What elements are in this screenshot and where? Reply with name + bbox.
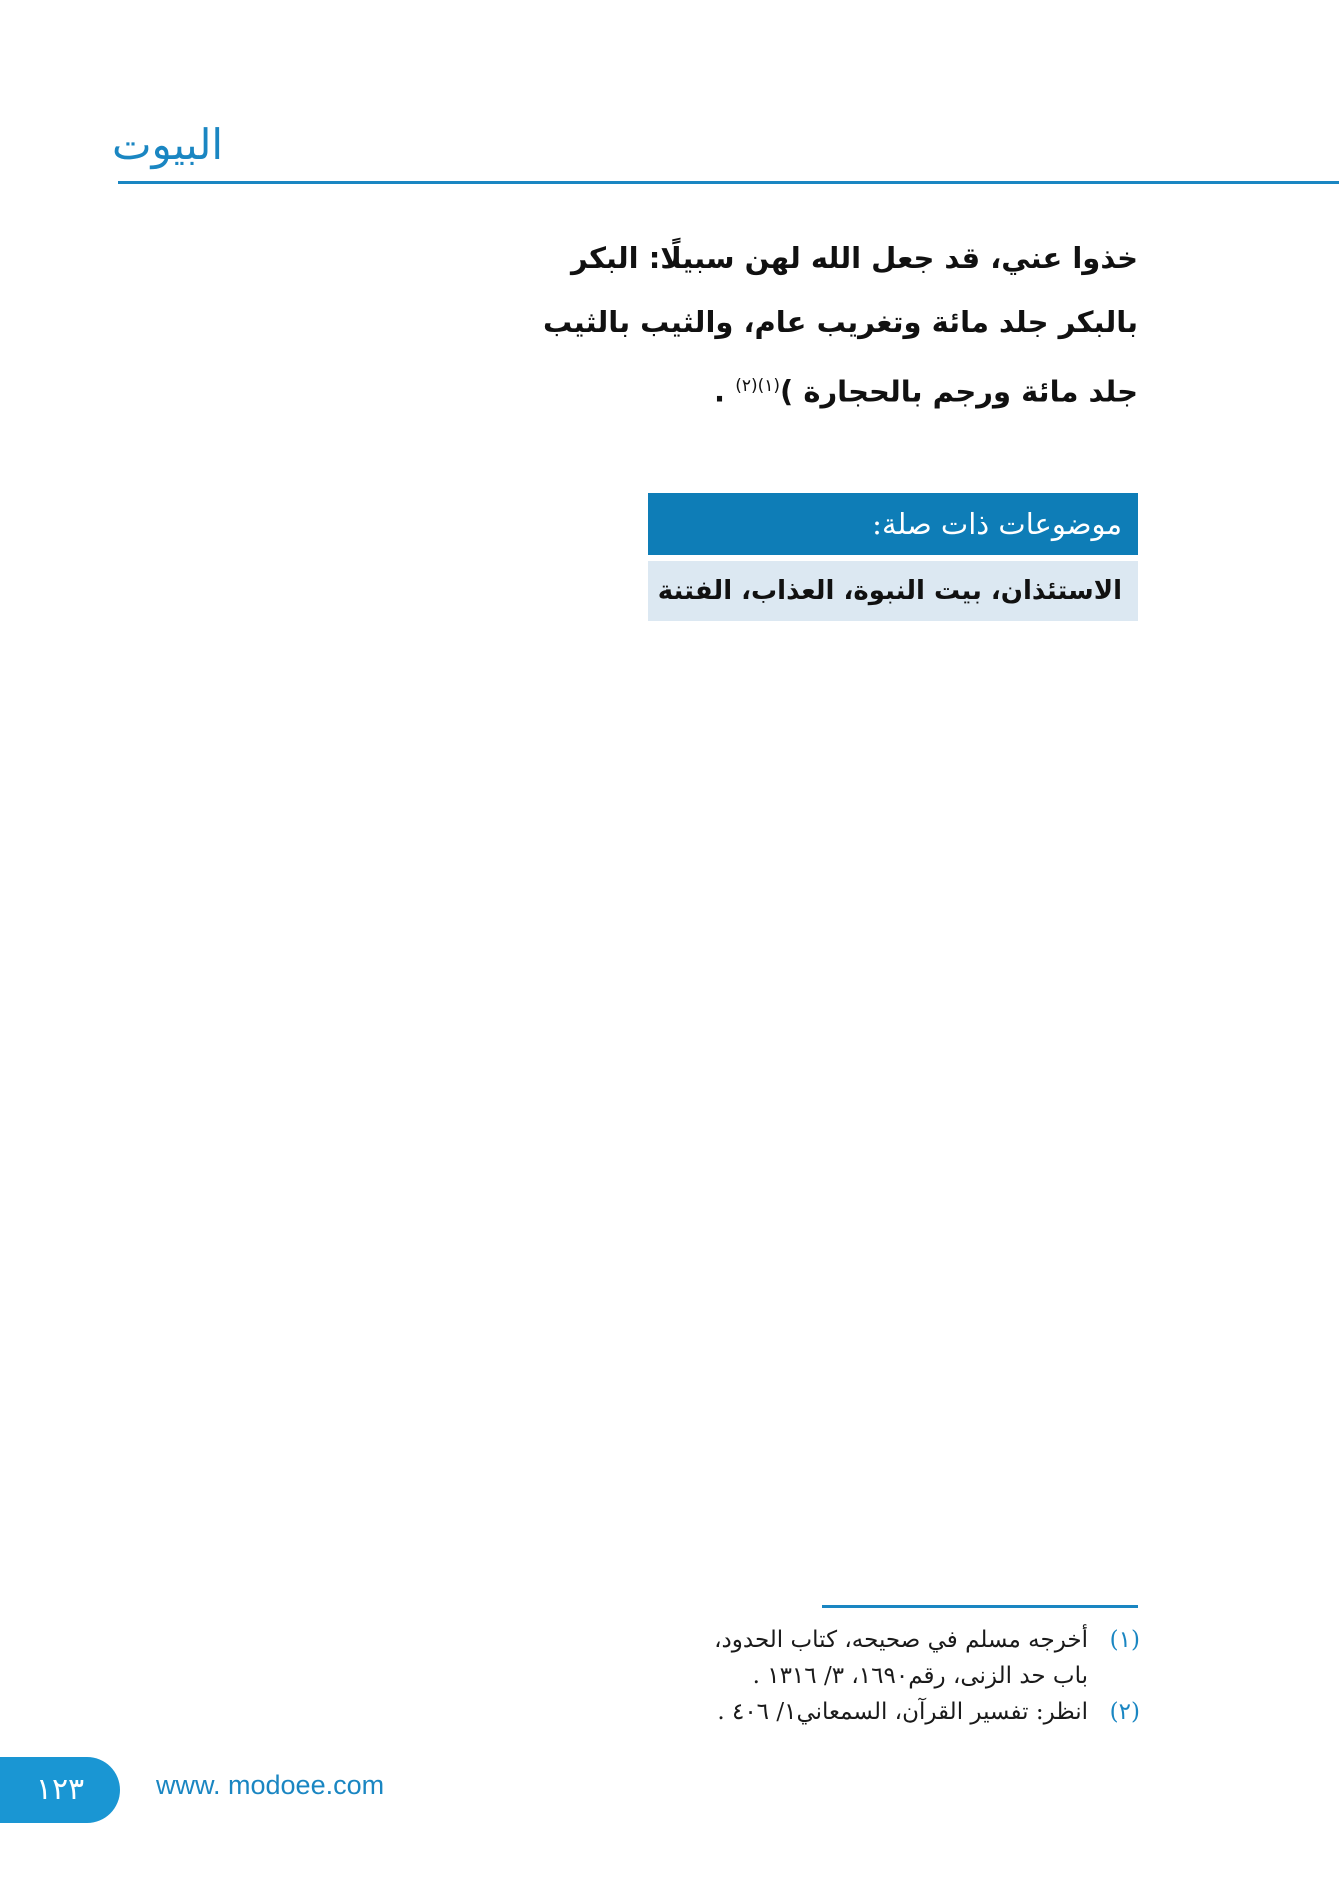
quote-line-text: جلد مائة ورجم بالحجارة ) (780, 374, 1138, 409)
footnote-number: (١) (1109, 1627, 1140, 1653)
website-link[interactable]: www. modoee.com (156, 1770, 385, 1800)
header-divider (118, 181, 1339, 184)
footnote-number: (٢) (1109, 1699, 1140, 1725)
related-topics-list: الاستئذان، بيت النبوة، العذاب، الفتنة (648, 561, 1138, 621)
quote-line (640, 354, 1138, 424)
quote-end-mark: . (714, 374, 726, 409)
footnote-text (680, 1622, 1088, 1694)
footnote-references[interactable]: (١)(٢) (735, 376, 781, 396)
footnotes (680, 1622, 1140, 1730)
footnote-text (680, 1694, 1088, 1730)
page-number-badge: ١٢٣ (0, 1757, 120, 1823)
footnote-item (680, 1622, 1140, 1694)
quote-line: خذوا عني، قد جعل الله لهن سبيلًا: البكر (571, 241, 1138, 275)
footnote-line: أخرجه مسلم في صحيحه، كتاب الحدود، (714, 1627, 1088, 1653)
page-header-title: البيوت (112, 120, 224, 169)
footnote-line: انظر: تفسير القرآن، السمعاني١/ ٤٠٦ . (717, 1699, 1088, 1725)
hadith-quote (543, 226, 1138, 424)
footnote-line: باب حد الزنى، رقم١٦٩٠، ٣/ ١٣١٦ . (752, 1663, 1088, 1689)
related-topics-heading: موضوعات ذات صلة: (648, 493, 1138, 555)
footnote-item (680, 1694, 1140, 1730)
footnote-divider (822, 1605, 1138, 1608)
quote-line: بالبكر جلد مائة وتغريب عام، والثيب بالثيب (543, 305, 1138, 339)
